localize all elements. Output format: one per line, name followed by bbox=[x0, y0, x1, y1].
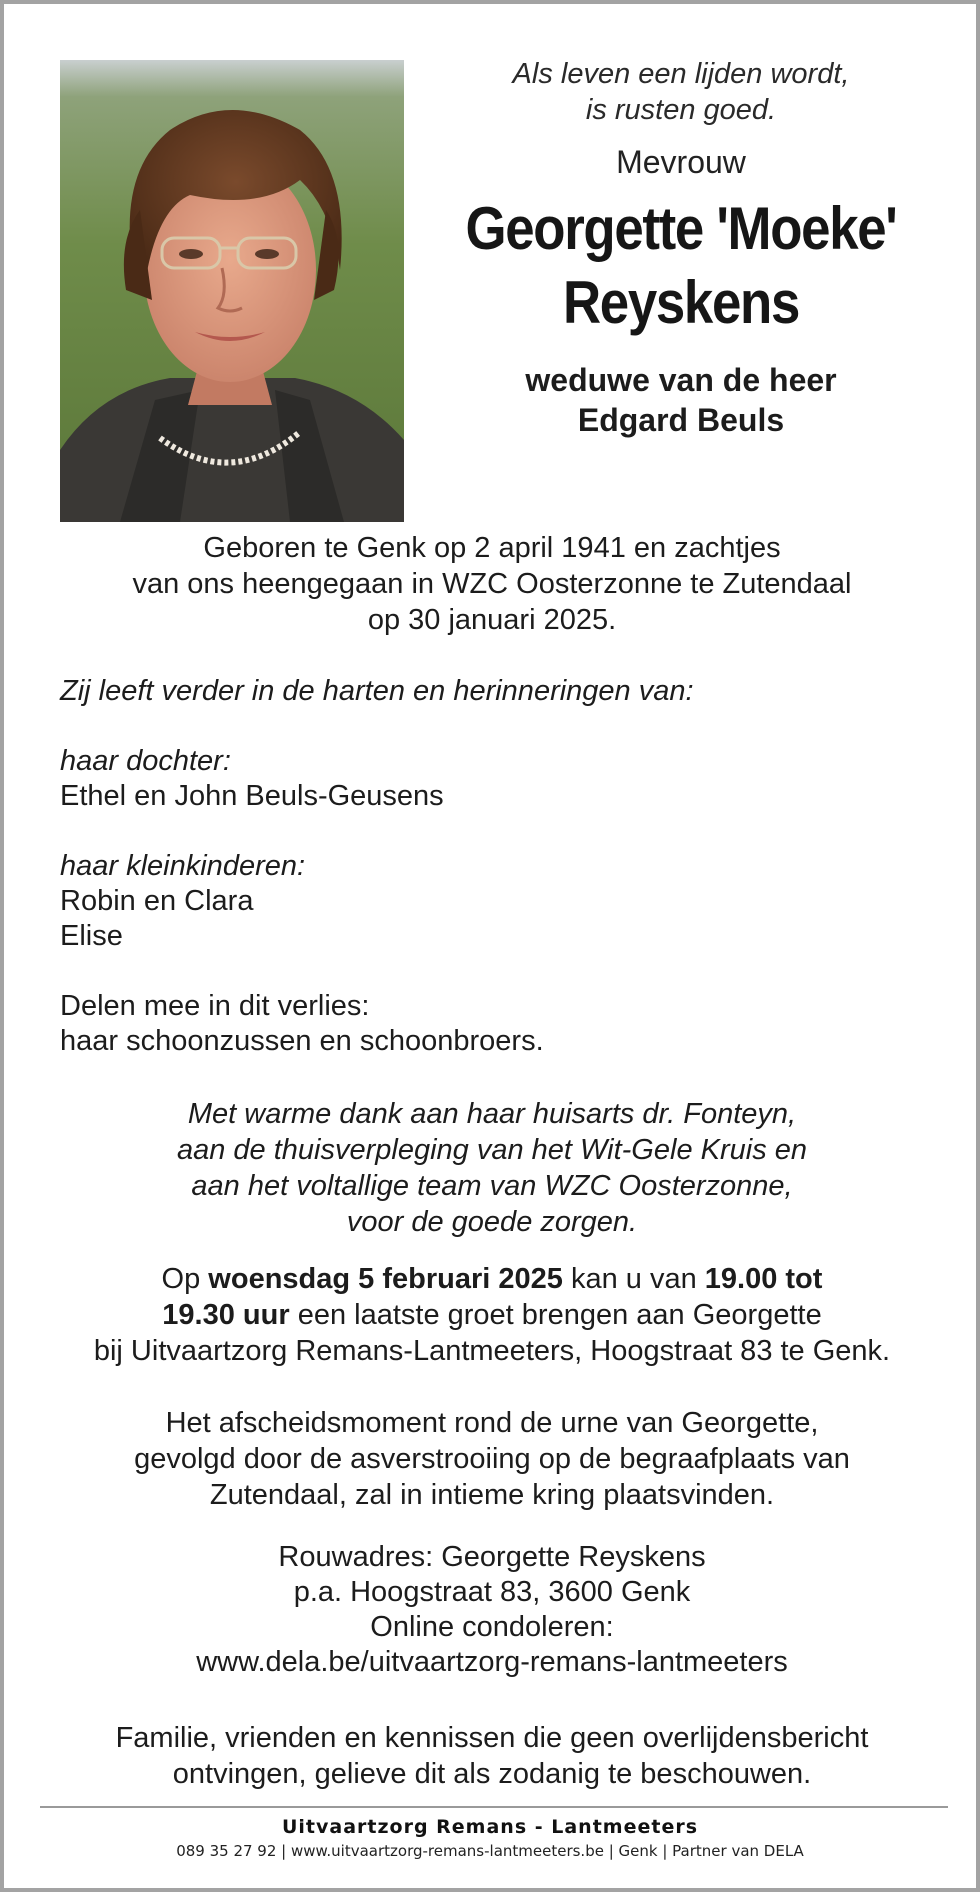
motto-line: Als leven een lijden wordt, bbox=[512, 58, 850, 90]
visit-line bbox=[60, 1297, 924, 1333]
thanks-line: aan het voltallige team van WZC Oosterzonne, bbox=[191, 1170, 793, 1202]
visit-text: Op bbox=[161, 1263, 209, 1295]
widow-line: Edgard Beuls bbox=[577, 402, 785, 438]
visit-time-end: 19.30 uur bbox=[162, 1299, 290, 1331]
ceremony-info bbox=[60, 1405, 924, 1513]
deceased-name bbox=[455, 192, 907, 340]
funeral-home-contact: 089 35 27 92 | www.uitvaartzorg-remans-lantmeeters.be | Genk | Partner van DELA bbox=[176, 1842, 804, 1860]
share-label: Delen mee in dit verlies: bbox=[60, 990, 370, 1022]
widow-of bbox=[424, 360, 938, 440]
visit-text: een laatste groet brengen aan Georgette bbox=[289, 1299, 822, 1331]
birth-death-info bbox=[60, 530, 924, 638]
grandchild-name: Elise bbox=[60, 920, 123, 952]
ceremony-line: gevolgd door de asverstrooiing op de begraafplaats van bbox=[134, 1443, 850, 1475]
name-line: Georgette 'Moeke' bbox=[465, 195, 897, 262]
grandchild-name: Robin en Clara bbox=[60, 885, 254, 917]
born-line: op 30 januari 2025. bbox=[367, 604, 617, 636]
mourning-address bbox=[60, 1540, 924, 1680]
honorific: Mevrouw bbox=[616, 144, 746, 180]
born-line: Geboren te Genk op 2 april 1941 en zachtjes bbox=[203, 532, 781, 564]
visit-date: woensdag 5 februari 2025 bbox=[208, 1263, 563, 1295]
survivors-list bbox=[60, 674, 924, 1059]
visit-location: bij Uitvaartzorg Remans-Lantmeeters, Hoogstraat 83 te Genk. bbox=[93, 1335, 891, 1367]
thanks-line: Met warme dank aan haar huisarts dr. Fonteyn, bbox=[187, 1098, 797, 1130]
visit-text: kan u van bbox=[562, 1263, 705, 1295]
thanks-line: voor de goede zorgen. bbox=[346, 1206, 638, 1238]
widow-line: weduwe van de heer bbox=[525, 362, 837, 398]
notice-line: Familie, vrienden en kennissen die geen overlijdensbericht bbox=[115, 1722, 869, 1754]
portrait-photo bbox=[60, 60, 404, 522]
daughter-name: Ethel en John Beuls-Geusens bbox=[60, 780, 444, 812]
grandchildren-label: haar kleinkinderen: bbox=[60, 850, 306, 882]
address-line: p.a. Hoogstraat 83, 3600 Genk bbox=[293, 1576, 691, 1608]
address-line: Rouwadres: Georgette Reyskens bbox=[278, 1541, 706, 1573]
thanks-message bbox=[60, 1096, 924, 1240]
ceremony-line: Zutendaal, zal in intieme kring plaatsvinden. bbox=[209, 1479, 775, 1511]
funeral-home-name: Uitvaartzorg Remans - Lantmeeters bbox=[281, 1816, 699, 1838]
born-line: van ons heengegaan in WZC Oosterzonne te Zutendaal bbox=[132, 568, 852, 600]
portrait-illustration bbox=[60, 60, 404, 522]
motto bbox=[424, 56, 938, 128]
visitation-info bbox=[60, 1261, 924, 1369]
daughter-label: haar dochter: bbox=[60, 745, 231, 777]
header-block bbox=[424, 56, 938, 440]
name-line: Reyskens bbox=[562, 269, 800, 336]
motto-line: is rusten goed. bbox=[585, 94, 777, 126]
notice-line: ontvingen, gelieve dit als zodanig te beschouwen. bbox=[172, 1758, 812, 1790]
ceremony-line: Het afscheidsmoment rond de urne van Georgette, bbox=[165, 1407, 819, 1439]
footer-divider bbox=[40, 1806, 948, 1808]
thanks-line: aan de thuisverpleging van het Wit-Gele Kruis en bbox=[176, 1134, 808, 1166]
share-text: haar schoonzussen en schoonbroers. bbox=[60, 1025, 544, 1057]
visit-time-start: 19.00 tot bbox=[704, 1263, 823, 1295]
condolence-label: Online condoleren: bbox=[370, 1611, 614, 1643]
condolence-link[interactable]: www.dela.be/uitvaartzorg-remans-lantmeeters bbox=[196, 1646, 788, 1678]
notice-text bbox=[60, 1720, 924, 1792]
visit-line bbox=[60, 1261, 924, 1297]
survivors-intro: Zij leeft verder in de harten en herinneringen van: bbox=[60, 675, 694, 707]
